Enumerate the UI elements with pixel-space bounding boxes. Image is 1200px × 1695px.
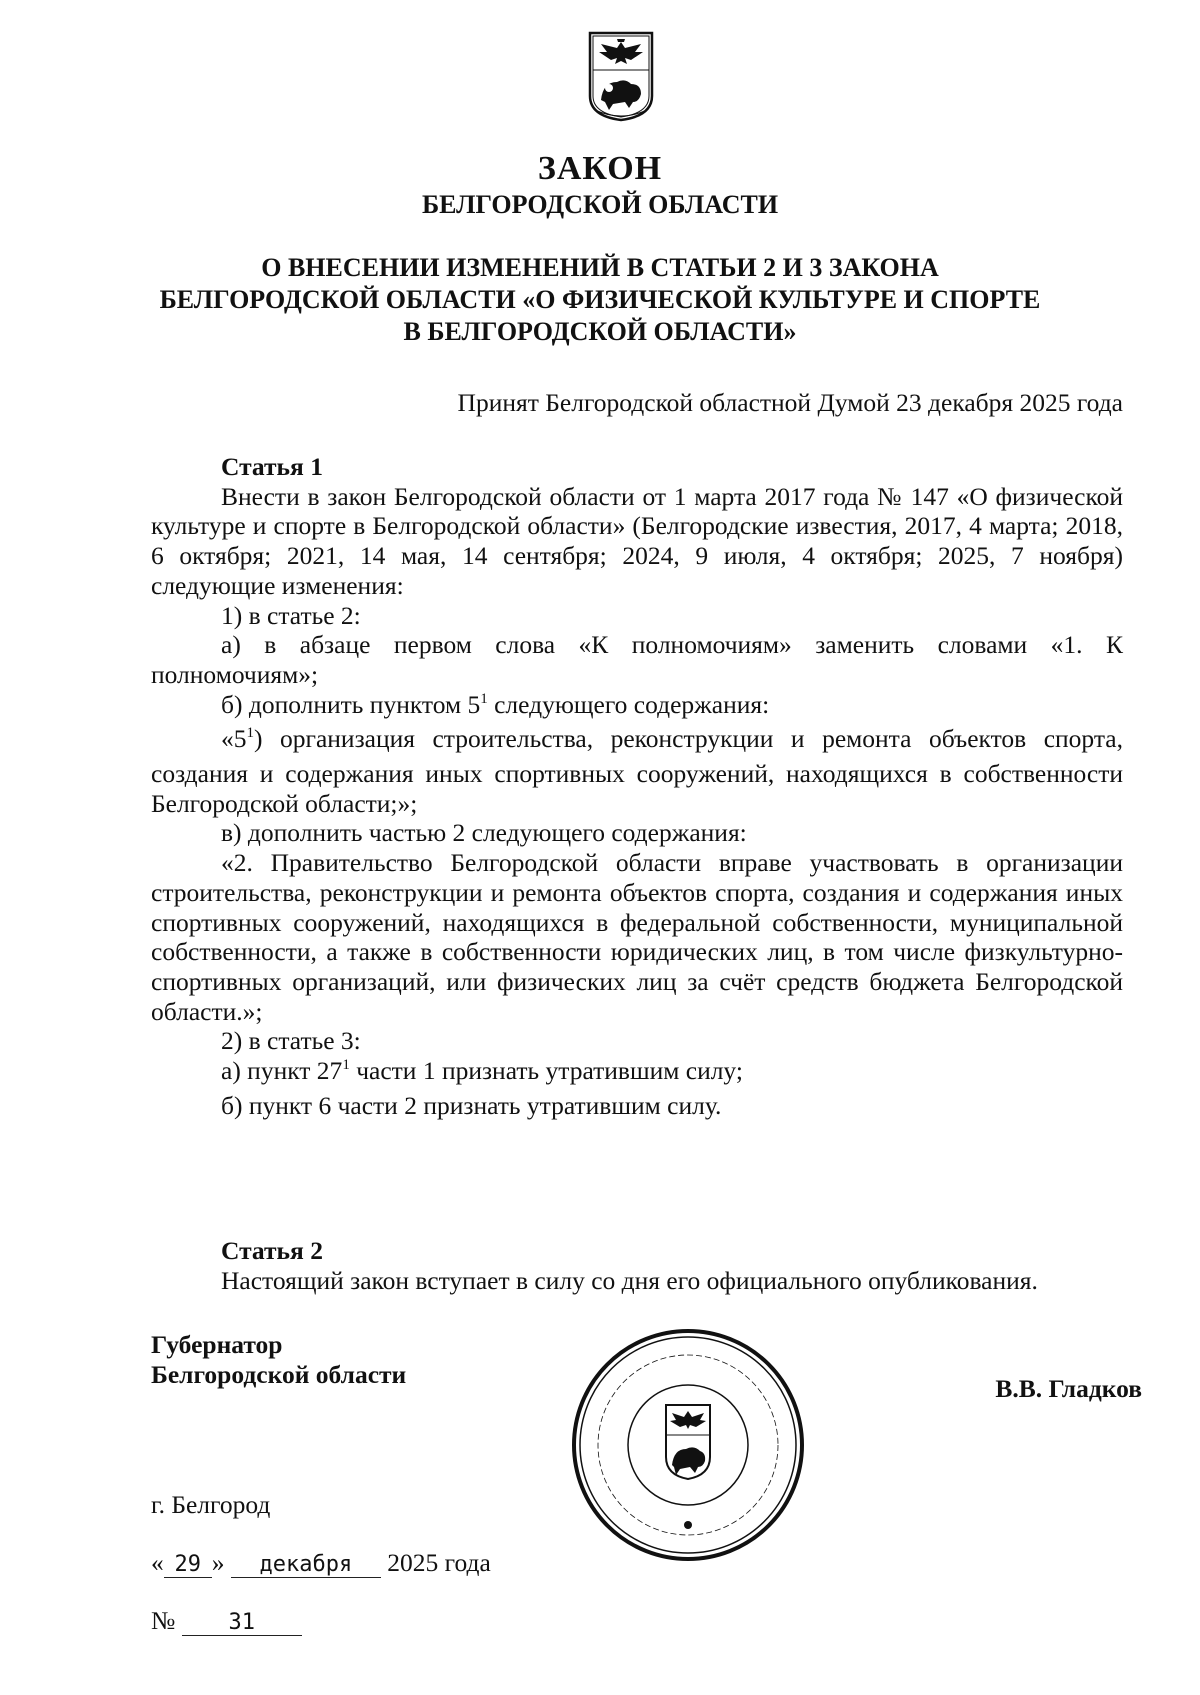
date-day: 29: [164, 1552, 212, 1578]
date-month: декабря: [231, 1552, 381, 1578]
item-1v: в) дополнить частью 2 следующего содержания:: [221, 818, 747, 848]
region-heading: БЕЛГОРОДСКОЙ ОБЛАСТИ: [421, 190, 779, 219]
quote-item-5-1: «$5^1$) организация строительства, реконструкции и ремонта объектов спорта, создания и содержания иных спортивных сооружений, находящихся в собственности Белгородской области;»;: [151, 724, 1123, 818]
article-2-text: Настоящий закон вступает в силу со дня его официального опубликования.: [221, 1265, 1038, 1295]
coat-of-arms-emblem: [587, 30, 655, 122]
governor-title-line: Белгородской области: [151, 1360, 407, 1389]
law-number: № 31: [151, 1606, 302, 1636]
signing-date: « 29 » декабря 2025 года: [151, 1548, 491, 1577]
law-title: [0, 252, 1200, 348]
item-2a: а) пункт $27^1$ части 1 признать утратившим силу;: [221, 1056, 743, 1086]
law-heading: ЗАКОН: [537, 150, 663, 187]
article-2: [151, 1236, 1123, 1295]
governor-title: [151, 1330, 406, 1390]
date-year: 2025 года: [387, 1548, 491, 1577]
law-title-line: БЕЛГОРОДСКОЙ ОБЛАСТИ «О ФИЗИЧЕСКОЙ КУЛЬТУРЕ И СПОРТЕ: [159, 285, 1041, 314]
adoption-note: Принят Белгородской областной Думой 23 декабря 2025 года: [457, 388, 1123, 417]
official-seal: [568, 1325, 808, 1565]
item-1a: а) в абзаце первом слова «К полномочиям» заменить словами «1. К полномочиям»;: [151, 630, 1123, 689]
law-title-line: В БЕЛГОРОДСКОЙ ОБЛАСТИ»: [403, 317, 797, 346]
item-1b: б) дополнить пунктом $5^1$ следующего содержания:: [221, 689, 770, 719]
governor-title-line: Губернатор: [151, 1330, 283, 1359]
article-1-intro: Внести в закон Белгородской области от 1 марта 2017 года № 147 «О физической культуре и спорте в Белгородской области» (Белгородские известия, 2017, 4 марта; 2018, 6 октября; 2021, 14 мая, 14 сентября; 2024, 9 июля, 4 октября; 2025, 7 ноября) следующие изменения:: [151, 481, 1123, 600]
item-2b: б) пункт 6 части 2 признать утратившим силу.: [221, 1090, 722, 1120]
article-1: [151, 452, 1123, 1120]
article-2-heading: Статья 2: [221, 1236, 323, 1265]
city: г. Белгород: [151, 1490, 271, 1519]
law-title-line: О ВНЕСЕНИИ ИЗМЕНЕНИЙ В СТАТЬИ 2 И 3 ЗАКОНА: [261, 253, 939, 282]
quote-part-2: «2. Правительство Белгородской области вправе участвовать в организации строительства, реконструкции и ремонта объектов спорта, создания и содержания иных спортивных сооружений, находящихся в федеральной собственности, муниципальной собственности, а также в собственности юридических лиц, в том числе физкультурно-спортивных организаций, или физических лиц за счёт средств бюджета Белгородской области.»;: [151, 848, 1123, 1026]
governor-name: В.В. Гладков: [995, 1374, 1142, 1403]
article-1-heading: Статья 1: [221, 452, 323, 481]
item-1: 1) в статье 2:: [221, 600, 361, 630]
item-2: 2) в статье 3:: [221, 1026, 361, 1056]
law-number-value: 31: [182, 1610, 302, 1636]
